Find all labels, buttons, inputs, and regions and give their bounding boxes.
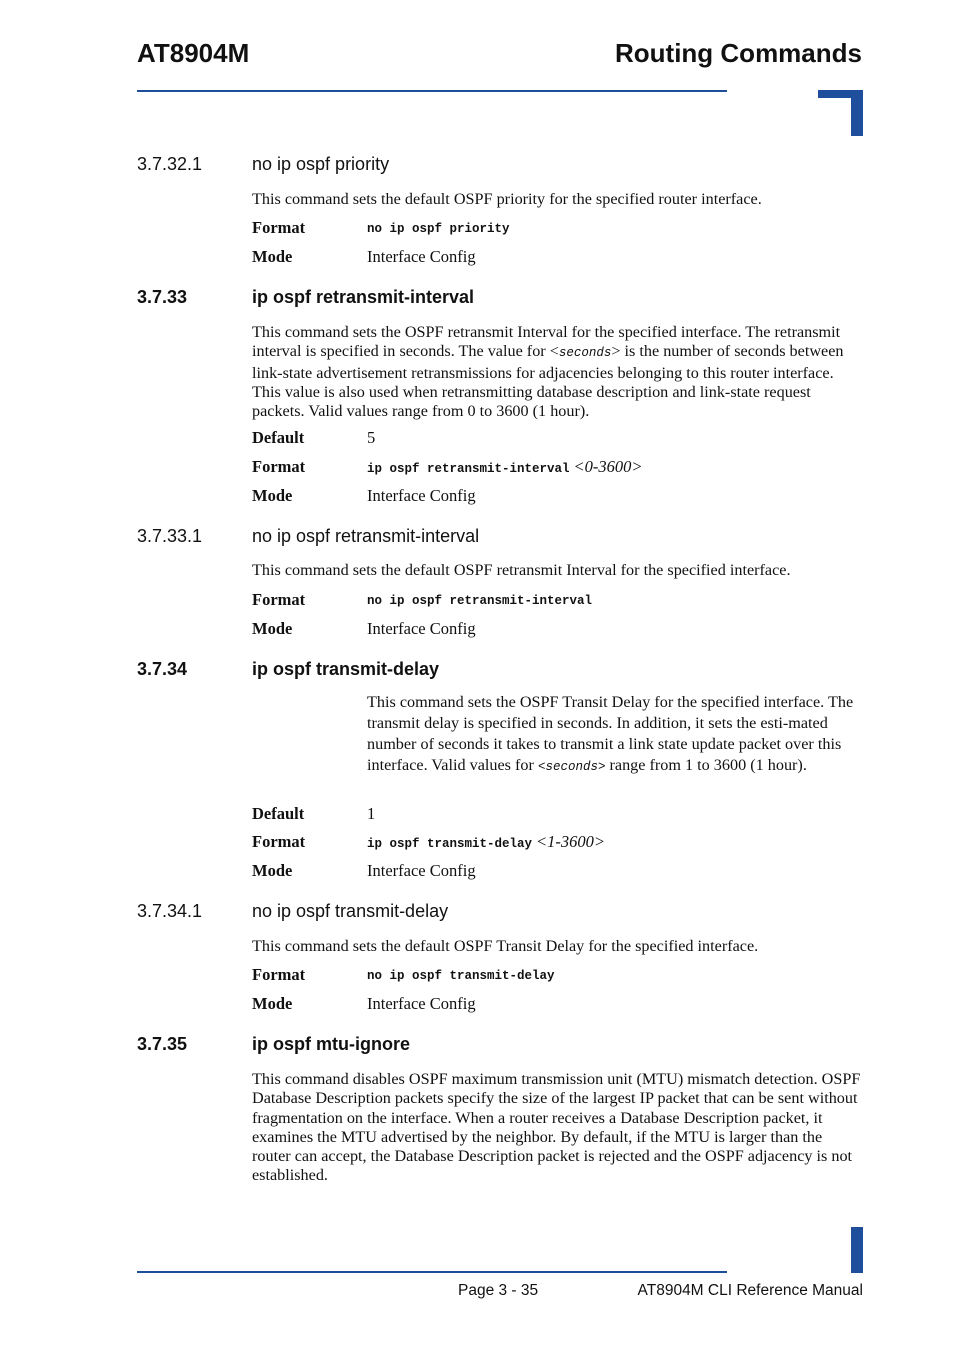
format-label: Format	[252, 965, 306, 984]
format-syntax	[367, 832, 605, 852]
format-command: no ip ospf priority	[367, 222, 510, 236]
section-description: This command sets the default OSPF retransmit Interval for the specified interface.	[252, 561, 791, 579]
format-label: Format	[252, 457, 306, 476]
section-number: 3.7.33	[137, 287, 188, 307]
format-label: Format	[252, 832, 306, 851]
format-label: Format	[252, 590, 306, 609]
mode-label: Mode	[252, 861, 293, 880]
mode-value: Interface Config	[367, 247, 476, 266]
description-text: This command sets the OSPF Transit Delay for the specified interface. The transmit delay is specified in seconds. In addition, it sets the esti-mated number of seconds it takes to transmit a link state update packet over this interface. Valid values for	[367, 693, 854, 774]
description-text: > is the number of seconds between link-state advertisement retransmissions for adjacencies belonging to this router interface. This value is also used when retransmitting database description and link-state request packets. Valid values range from 0 to 3600 (1 hour).	[252, 342, 844, 421]
mode-label: Mode	[252, 486, 293, 505]
mode-value: Interface Config	[367, 486, 476, 505]
default-value: 1	[367, 804, 376, 823]
section-number: 3.7.34	[137, 659, 188, 679]
doc-title: AT8904M	[137, 38, 250, 68]
section-description	[252, 323, 862, 421]
manual-title: AT8904M CLI Reference Manual	[637, 1282, 863, 1299]
footer-rule	[137, 1271, 727, 1273]
section-number: 3.7.34.1	[137, 901, 203, 921]
section-title: no ip ospf retransmit-interval	[252, 526, 480, 546]
format-command: ip ospf retransmit-interval	[367, 462, 570, 476]
default-label: Default	[252, 428, 305, 447]
mode-label: Mode	[252, 994, 293, 1013]
page-number: Page 3 - 35	[458, 1282, 539, 1299]
section-title: ip ospf transmit-delay	[252, 659, 440, 679]
section-number: 3.7.33.1	[137, 526, 203, 546]
mode-value: Interface Config	[367, 994, 476, 1013]
mode-value: Interface Config	[367, 619, 476, 638]
description-text: range from 1 to 3600 (1 hour).	[605, 756, 807, 774]
section-title: ip ospf mtu-ignore	[252, 1034, 410, 1054]
format-command: no ip ospf transmit-delay	[367, 969, 555, 983]
section-number: 3.7.35	[137, 1034, 188, 1054]
format-label: Format	[252, 218, 306, 237]
seconds-parameter: seconds	[558, 346, 612, 361]
section-description	[367, 692, 861, 778]
seconds-parameter: <seconds>	[537, 760, 606, 774]
corner-mark-bottom	[851, 1227, 863, 1273]
description-text: This command sets the OSPF retransmit Interval for the specified interface. The retransmit interval is specified in seconds. The value for <	[252, 323, 841, 361]
chapter-title: Routing Commands	[615, 38, 862, 68]
mode-label: Mode	[252, 247, 293, 266]
default-value: 5	[367, 428, 376, 447]
section-number: 3.7.32.1	[137, 154, 203, 174]
default-label: Default	[252, 804, 305, 823]
format-argument: <0-3600>	[573, 457, 643, 476]
section-description: This command disables OSPF maximum transmission unit (MTU) mismatch detection. OSPF Database Description packets specify the size of the largest IP packet that can be sent without fragmentation on the interface. When a router receives a Database Description packet, it examines the MTU advertised by the neighbor. By default, if the MTU is larger than the router can accept, the Database Description packet is rejected and the OSPF adjacency is not established.	[252, 1070, 861, 1185]
format-syntax	[367, 457, 643, 477]
header-rule	[137, 90, 727, 92]
section-title: no ip ospf priority	[252, 154, 390, 174]
section-title: ip ospf retransmit-interval	[252, 287, 475, 307]
mode-label: Mode	[252, 619, 293, 638]
format-command: no ip ospf retransmit-interval	[367, 594, 593, 608]
mode-value: Interface Config	[367, 861, 476, 880]
format-command: ip ospf transmit-delay	[367, 837, 533, 851]
section-description: This command sets the default OSPF priority for the specified router interface.	[252, 190, 762, 208]
format-argument: <1-3600>	[536, 832, 606, 851]
corner-mark-side	[851, 90, 863, 136]
section-description: This command sets the default OSPF Transit Delay for the specified interface.	[252, 937, 759, 955]
section-title: no ip ospf transmit-delay	[252, 901, 449, 921]
